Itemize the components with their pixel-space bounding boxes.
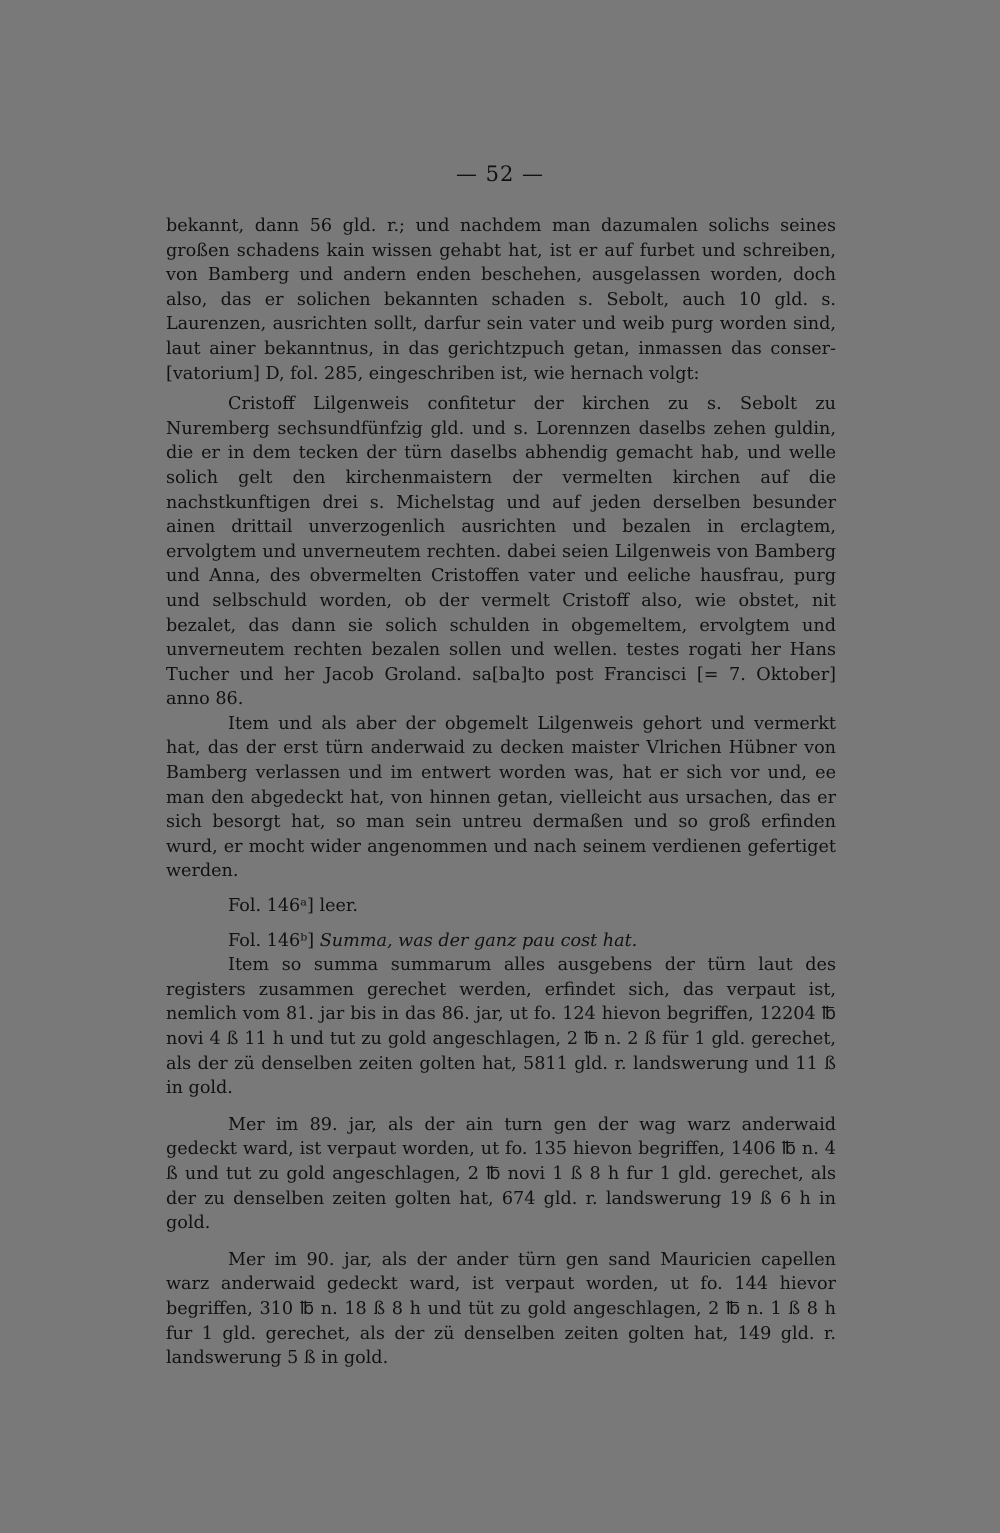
folio-note-146b [166,929,836,954]
document-body [166,214,836,1371]
folio-heading-summa: Summa, was der ganz pau cost hat. [319,930,638,951]
paragraph-summa-total: Item so summa summarum alles ausgebens der türn laut des registers zusammen gerechet werden, erfindet sich, das verpaut ist, nemlich vom 81. jar bis in das 86. jar, ut fo. 124 hievon begriffen, 12204 ℔ novi 4 ß 11 h und tut zu gold angeschlagen, 2 ℔ n. 2 ß für 1 gld. gerechet, als der zü denselben zeiten golten hat, 5811 gld. r. landswerung und 11 ß in gold. [166,955,836,1099]
paragraph-departure: Item und als aber der obgemelt Lilgenweis gehort und vermerkt hat, das der erst türn anderwaid zu decken maister Vlrichen Hübner von Bamberg verlassen und im entwert worden was, hat er sich vor und, ee man den abgedeckt hat, von hinnen getan, vielleicht aus ursachen, das er sich besorgt hat, so man sein untreu dermaßen und so groß erfinden wurd, er mocht wider angenommen und nach seinem verdienen gefertiget werden. [166,713,836,882]
folio-note-146a: Fol. 146ᵃ] leer. [228,896,358,917]
paragraph-year-89: Mer im 89. jar, als der ain turn gen der wag warz anderwaid gedeckt ward, ist verpaut worden, ut fo. 135 hievon begriffen, 1406 ℔ n. 4 ß und tut zu gold angeschlagen, 2 ℔ novi 1 ß 8 h fur 1 gld. gerechet, als der zu denselben zeiten golten hat, 674 gld. r. landswerung 19 ß 6 h in gold. [166,1114,836,1234]
paragraph-court-record: Cristoff Lilgenweis confitetur der kirchen zu s. Sebolt zu Nuremberg sechsundfünfzig gld. und s. Lorennzen daselbs zehen guldin, die er in dem tecken der türn daselbs abhendig gemacht hab, und welle solich gelt den kirchenmaistern der vermelten kirchen auf die nachstkunftigen drei s. Michelstag und auf jeden derselben besunder ainen drittail unverzogenlich ausrichten und bezalen in erclagtem, ervolgtem und unverneutem rechten. dabei seien Lilgenweis von Bamberg und Anna, des obvermelten Cristoffen vater und eeliche hausfrau, purg und selbschuld worden, ob der vermelt Cristoff also, wie obstet, nit bezalet, das dann sie solich schulden in obgemeltem, ervolgtem und unverneutem rechten bezalen sollen und wellen. testes rogati her Hans Tucher und her Jacob Groland. sa[ba]to post Francisci [= 7. Oktober] anno 86. [166,394,836,710]
folio-label-146b: Fol. 146ᵇ] [228,930,320,951]
paragraph-intro: bekannt, dann 56 gld. r.; und nachdem man dazumalen solichs seines großen schadens kain wissen gehabt hat, ist er auf furbet und schreiben, von Bamberg und andern enden beschehen, ausgelassen worden, doch also, das er solichen bekannten schaden s. Sebolt, auch 10 gld. s. Laurenzen, ausrichten sollt, darfur sein vater und weib purg worden sind, laut ainer bekanntnus, in das gerichtzpuch getan, inmassen das conser- [vatorium] D, fol. 285, eingeschriben ist, wie hernach volgt: [166,216,836,384]
page-number: — 52 — [455,162,545,186]
paragraph-year-90: Mer im 90. jar, als der ander türn gen sand Mauricien capellen warz anderwaid gedeckt ward, ist verpaut worden, ut fo. 144 hievor begriffen, 310 ℔ n. 18 ß 8 h und tüt zu gold angeschlagen, 2 ℔ n. 1 ß 8 h fur 1 gld. gerechet, als der zü denselben zeiten golten hat, 149 gld. r. landswerung 5 ß in gold. [166,1249,836,1369]
